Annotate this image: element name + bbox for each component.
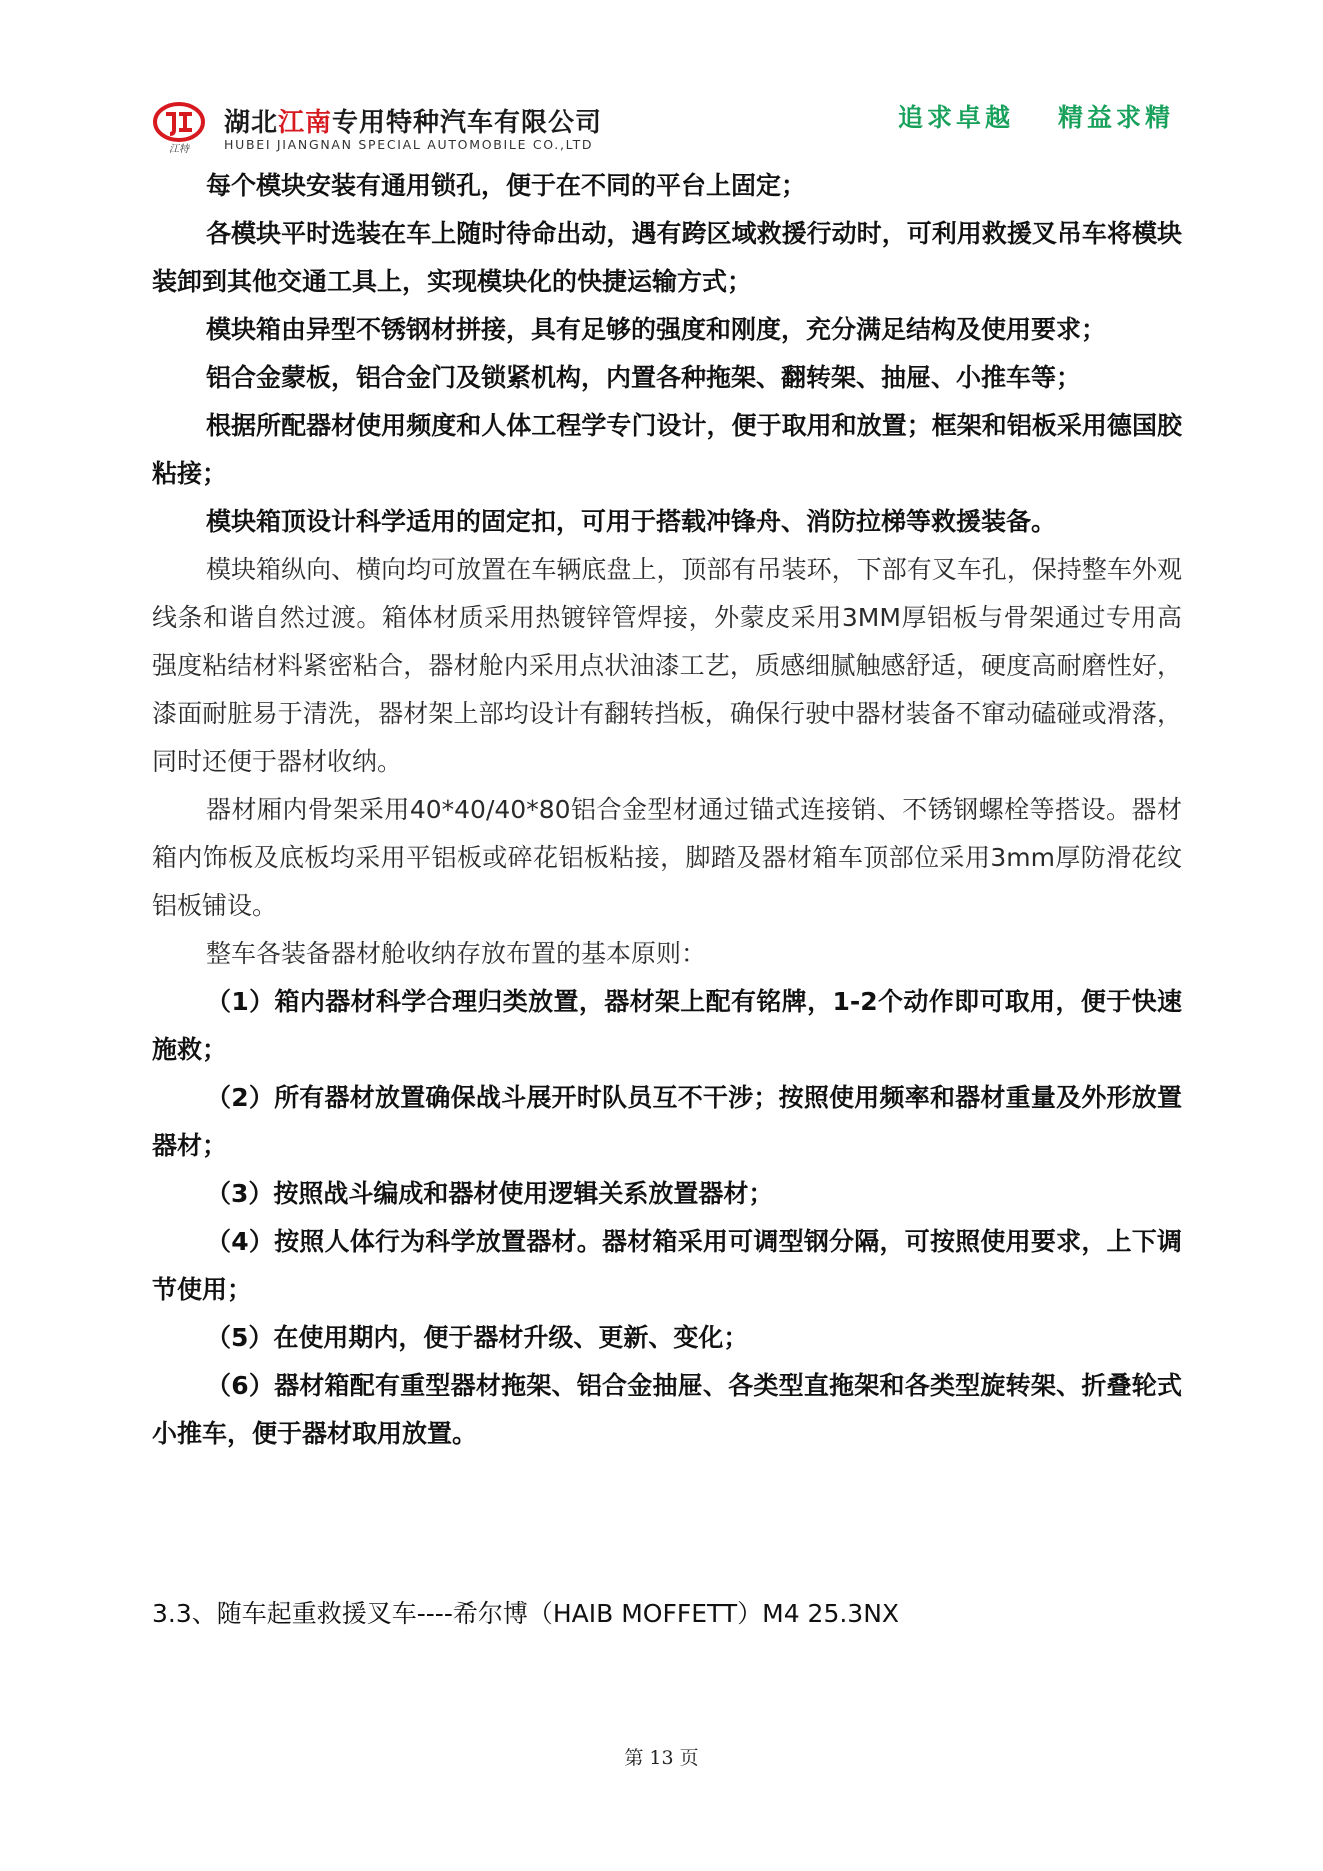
paragraph-4: 铝合金蒙板，铝合金门及锁紧机构，内置各种拖架、翻转架、抽屉、小推车等； bbox=[206, 363, 1082, 392]
list-item: （2）所有器材放置确保战斗展开时队员互不干涉；按照使用频率和器材重量及外形放置器材； bbox=[152, 1083, 1182, 1160]
page-header bbox=[152, 92, 1182, 162]
paragraph-7: 模块箱纵向、横向均可放置在车辆底盘上，顶部有吊装环，下部有叉车孔，保持整车外观线条和谐自然过渡。箱体材质采用热镀锌管焊接，外蒙皮采用3MM厚铝板与骨架通过专用高强度粘结材料紧密粘合，器材舱内采用点状油漆工艺，质感细腻触感舒适，硬度高耐磨性好，漆面耐脏易于清洗，器材架上部均设计有翻转挡板，确保行驶中器材装备不窜动磕碰或滑落，同时还便于器材收纳。 bbox=[152, 555, 1182, 776]
paragraph-5: 根据所配器材使用频度和人体工程学专门设计，便于取用和放置；框架和铝板采用德国胶粘接； bbox=[152, 411, 1182, 488]
section-heading: 3.3、随车起重救援叉车----希尔博（HAIB MOFFETT）M4 25.3NX bbox=[152, 1599, 900, 1628]
company-name-highlight: 江南 bbox=[278, 108, 333, 138]
company-name-en: HUBEI JIANGNAN SPECIAL AUTOMOBILE CO.,LTD bbox=[224, 137, 594, 152]
company-name-part1: 湖北 bbox=[224, 108, 279, 138]
paragraph-6: 模块箱顶设计科学适用的固定扣，可用于搭载冲锋舟、消防拉梯等救援装备。 bbox=[206, 507, 1057, 536]
list-item: （6）器材箱配有重型器材拖架、铝合金抽屉、各类型直拖架和各类型旋转架、折叠轮式小推车，便于器材取用放置。 bbox=[152, 1371, 1182, 1448]
slogan-1: 追求卓越 bbox=[898, 103, 1015, 132]
list-item: （4）按照人体行为科学放置器材。器材箱采用可调型钢分隔，可按照使用要求，上下调节使用； bbox=[152, 1227, 1182, 1304]
paragraph-9: 整车各装备器材舱收纳存放布置的基本原则： bbox=[206, 939, 707, 968]
paragraph-8: 器材厢内骨架采用40*40/40*80铝合金型材通过锚式连接销、不锈钢螺栓等搭设。器材箱内饰板及底板均采用平铝板或碎花铝板粘接，脚踏及器材箱车顶部位采用3mm厚防滑花纹铝板铺设。 bbox=[152, 795, 1182, 920]
slogan-2: 精益求精 bbox=[1058, 103, 1175, 132]
company-name-part2: 专用特种汽车有限公司 bbox=[332, 108, 603, 138]
company-name-cn bbox=[224, 102, 602, 139]
logo-caption: 江特 bbox=[169, 144, 189, 155]
list-item: （3）按照战斗编成和器材使用逻辑关系放置器材； bbox=[206, 1179, 774, 1208]
paragraph-3: 模块箱由异型不锈钢材拼接，具有足够的强度和刚度，充分满足结构及使用要求； bbox=[206, 315, 1107, 344]
list-item: （1）箱内器材科学合理归类放置，器材架上配有铭牌，1-2个动作即可取用，便于快速施救； bbox=[152, 987, 1182, 1064]
document-body bbox=[152, 162, 1182, 1458]
paragraph-1: 每个模块安装有通用锁孔，便于在不同的平台上固定； bbox=[206, 171, 807, 200]
page-number: 第 13 页 bbox=[624, 1747, 699, 1769]
paragraph-2: 各模块平时选装在车上随时待命出动，遇有跨区域救援行动时，可利用救援叉吊车将模块装卸到其他交通工具上，实现模块化的快捷运输方式； bbox=[152, 219, 1182, 296]
company-logo bbox=[152, 100, 208, 156]
list-item: （5）在使用期内，便于器材升级、更新、变化； bbox=[206, 1323, 749, 1352]
